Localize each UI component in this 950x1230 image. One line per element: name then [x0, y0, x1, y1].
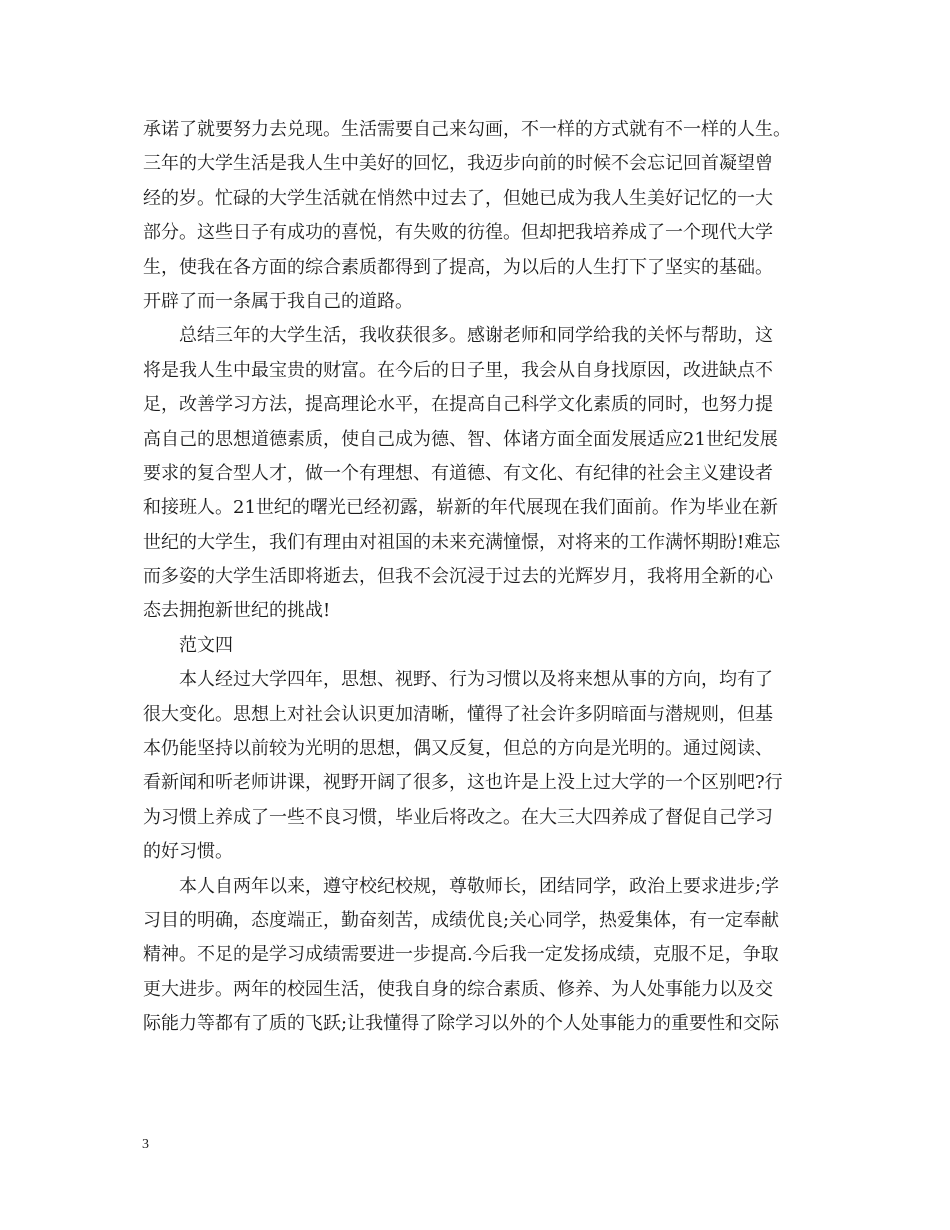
text-line: 开辟了而一条属于我自己的道路。 [143, 290, 413, 312]
section-heading: 范文四 [179, 634, 233, 656]
text-line: 很大变化。思想上对社会认识更加清晰，懂得了社会许多阴暗面与潜规则，但基 [143, 703, 773, 725]
text-line: 生，使我在各方面的综合素质都得到了提高，为以后的人生打下了坚实的基础。 [143, 256, 773, 278]
paragraph-first-line: 本人自两年以来，遵守校纪校规，尊敬师长，团结同学，政治上要求进步;学 [179, 875, 780, 897]
text-line: 精神。不足的是学习成绩需要进一步提高.今后我一定发扬成绩，克服不足，争取 [143, 944, 779, 966]
text-line: 为习惯上养成了一些不良习惯，毕业后将改之。在大三大四养成了督促自己学习 [143, 806, 773, 828]
page-number: 3 [142, 1137, 149, 1152]
text-line: 看新闻和听老师讲课，视野开阔了很多，这也许是上没上过大学的一个区别吧?行 [143, 772, 783, 794]
text-line: 经的岁。忙碌的大学生活就在悄然中过去了，但她已成为我人生美好记忆的一大 [143, 187, 773, 209]
text-line: 高自己的思想道德素质，使自己成为德、智、体诸方面全面发展适应21世纪发展 [143, 428, 778, 450]
text-line: 本仍能坚持以前较为光明的思想，偶又反复，但总的方向是光明的。通过阅读、 [143, 738, 773, 760]
text-line: 态去拥抱新世纪的挑战! [143, 600, 331, 622]
text-line: 习目的明确，态度端正，勤奋刻苦，成绩优良;关心同学，热爱集体，有一定奉献 [143, 909, 780, 931]
document-body [143, 113, 815, 1042]
text-line: 足，改善学习方法，提高理论水平，在提高自己科学文化素质的同时，也努力提 [143, 394, 773, 416]
text-line: 而多姿的大学生活即将逝去，但我不会沉浸于过去的光辉岁月，我将用全新的心 [143, 566, 773, 588]
text-line: 际能力等都有了质的飞跃;让我懂得了除学习以外的个人处事能力的重要性和交际 [143, 1013, 780, 1035]
text-line: 三年的大学生活是我人生中美好的回忆，我迈步向前的时候不会忘记回首凝望曾 [143, 153, 773, 175]
text-line: 更大进步。两年的校园生活，使我自身的综合素质、修养、为人处事能力以及交 [143, 978, 773, 1000]
text-line: 的好习惯。 [143, 841, 233, 863]
text-line: 部分。这些日子有成功的喜悦，有失败的彷徨。但却把我培养成了一个现代大学 [143, 222, 773, 244]
text-line: 世纪的大学生，我们有理由对祖国的未来充满憧憬，对将来的工作满怀期盼!难忘 [143, 531, 781, 553]
text-line: 承诺了就要努力去兑现。生活需要自己来勾画，不一样的方式就有不一样的人生。 [143, 119, 791, 140]
text-line: 和接班人。21世纪的曙光已经初露，崭新的年代展现在我们面前。作为毕业在新 [143, 497, 778, 519]
text-line: 要求的复合型人才，做一个有理想、有道德、有文化、有纪律的社会主义建设者 [143, 462, 773, 484]
text-line: 将是我人生中最宝贵的财富。在今后的日子里，我会从自身找原因，改进缺点不 [143, 359, 773, 381]
paragraph-first-line: 总结三年的大学生活，我收获很多。感谢老师和同学给我的关怀与帮助，这 [179, 325, 773, 347]
paragraph-first-line: 本人经过大学四年，思想、视野、行为习惯以及将来想从事的方向，均有了 [179, 669, 773, 691]
